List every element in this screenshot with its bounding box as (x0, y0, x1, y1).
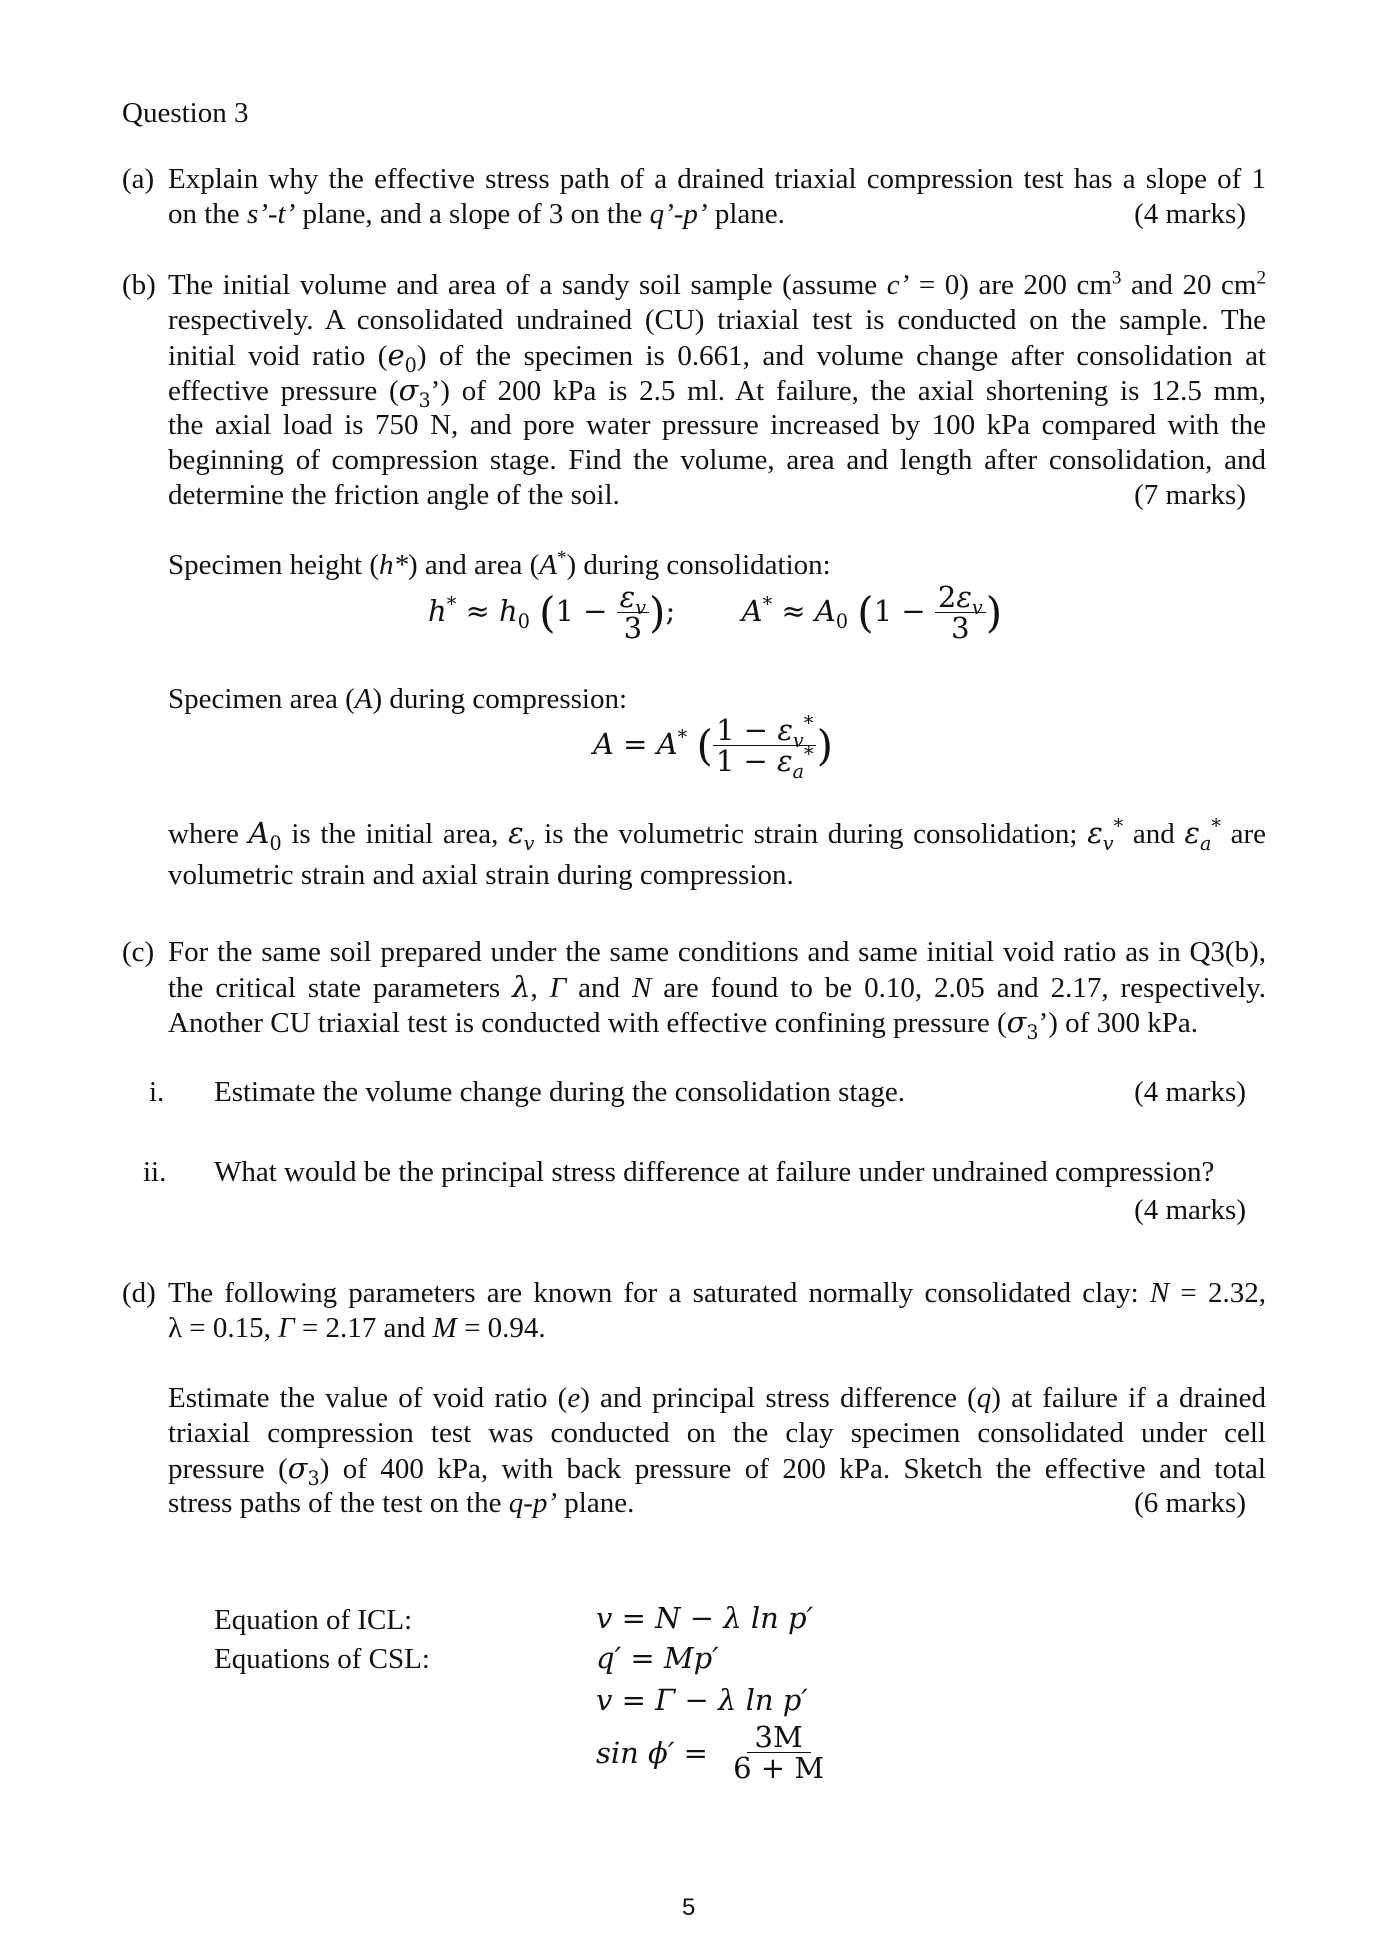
lambda-symbol: λ (512, 970, 531, 1004)
part-b-line-2: respectively. A consolidated undrained (CU) triaxial test is conducted on the sample. The (168, 304, 1266, 336)
d-m-symbol: M (432, 1312, 457, 1344)
part-b-line-5: the axial load is 750 N, and pore water pressure increased by 100 kPa compared with the (168, 409, 1266, 441)
part-b-line-4-post: ’) of 200 kPa is 2.5 ml. At failure, the axial shortening is 12.5 mm, (430, 375, 1266, 407)
part-c-line-2 (168, 970, 1266, 1006)
gamma-symbol: Γ (549, 972, 567, 1004)
part-a-marks: (4 marks) (1134, 198, 1246, 230)
part-a-line-2-pre: on the (168, 198, 247, 230)
compression-heading-pre: Specimen area ( (168, 683, 355, 715)
cohesion-symbol: c’ (886, 269, 910, 301)
d-q-symbol: q (976, 1382, 992, 1414)
part-b-line-4-pre: effective pressure ( (168, 375, 399, 407)
sigma-c-symbol: σ (1006, 1005, 1027, 1039)
sub-ii-marks: (4 marks) (1134, 1194, 1246, 1226)
part-c-line-2-post: are found to be 0.10, 2.05 and 2.17, respectively. (651, 972, 1267, 1004)
where-mid-2: is the volumetric strain during consolidation; (534, 818, 1088, 850)
eq-csl-1: q′ = Mp′ (596, 1641, 719, 1675)
part-d-marks: (6 marks) (1134, 1487, 1246, 1519)
part-d-para-line-1 (168, 1381, 1266, 1416)
vol-strain-symbol: ε (508, 816, 524, 850)
vol-strain-subscript: v (523, 831, 535, 855)
sub-ii-label: ii. (143, 1156, 167, 1188)
consolidation-equations (428, 582, 1002, 644)
part-b-line-3-post: ) of the specimen is 0.661, and volume change after consolidation at (416, 340, 1267, 372)
part-d-line-2-mid: = 2.17 and (294, 1312, 433, 1344)
where-line-2: volumetric strain and axial strain during compression. (168, 859, 794, 891)
cm3-exponent: 3 (1111, 267, 1122, 289)
part-c-line-3 (168, 1005, 1199, 1044)
d-n-symbol: N (1149, 1277, 1170, 1309)
part-c-comma: , (530, 972, 550, 1004)
consolidation-heading-pre: Specimen height ( (168, 549, 380, 581)
st-plane-label: s’-t’ (246, 198, 296, 230)
part-d-label: (d) (122, 1277, 156, 1309)
para-1-mid: ) and principal stress difference ( (580, 1382, 977, 1414)
sigma-c-subscript: 3 (1026, 1020, 1039, 1044)
cm2-exponent: 2 (1256, 267, 1266, 289)
part-d-line-1 (168, 1276, 1266, 1311)
part-b-marks: (7 marks) (1134, 479, 1246, 511)
part-b-line-1-and: and 20 cm (1121, 269, 1257, 301)
part-a-line-2-post: plane. (707, 198, 785, 230)
consolidation-heading-post: ) during consolidation: (566, 549, 831, 581)
height-symbol: h* (379, 549, 409, 581)
void-ratio-subscript: 0 (404, 353, 417, 377)
sigma-symbol: σ (398, 373, 419, 407)
vol-strain-compression-symbol: $\varepsilon_v^*$ (1087, 814, 1124, 855)
qp-plane-label: q’-p’ (649, 198, 708, 230)
part-b-line-4 (168, 373, 1266, 412)
eq-area-compression: A = A* ( $\frac{1 - \varepsilon_v^*}{1 - \varepsilon_a^*}$ ) (593, 711, 833, 784)
d-sigma-subscript: 3 (307, 1466, 320, 1490)
part-b-line-3 (168, 338, 1267, 377)
where-and: and (1123, 818, 1185, 850)
csl-label: Equations of CSL: (214, 1643, 430, 1675)
eq-friction-angle (596, 1722, 832, 1784)
eq-sin-denominator: 6 + M (733, 1751, 825, 1786)
eq-icl: v = N − λ ln p′ (596, 1601, 814, 1635)
para-4-post: plane. (557, 1487, 635, 1519)
para-1-pre: Estimate the value of void ratio ( (168, 1382, 568, 1414)
part-b-line-7: determine the friction angle of the soil. (168, 479, 620, 511)
d-sigma-symbol: σ (287, 1451, 308, 1485)
part-b-line-1-mid: = 0) are 200 cm (909, 269, 1112, 301)
part-a-line-1: Explain why the effective stress path of a drained triaxial compression test has a slope of 1 (168, 163, 1266, 195)
d-qp-plane: q-p’ (508, 1487, 558, 1519)
para-3-post: ) of 400 kPa, with back pressure of 200 kPa. Sketch the effective and total (319, 1453, 1266, 1485)
sub-i-text: Estimate the volume change during the consolidation stage. (214, 1076, 905, 1108)
where-line-1 (168, 814, 1267, 855)
part-b-line-6: beginning of compression stage. Find the volume, area and length after consolidation, and (168, 444, 1266, 476)
para-1-post: ) at failure if a drained (991, 1382, 1267, 1414)
void-ratio-symbol: e (387, 338, 405, 372)
part-c-line-1: For the same soil prepared under the same conditions and same initial void ratio as in Q3(b), (168, 936, 1266, 968)
where-mid: is the initial area, (281, 818, 509, 850)
eq-area-consolidation: $A^* \approx A_0$ (1 − $\frac{2\varepsilon_v}{3}$ ) (741, 580, 1003, 646)
para-4-pre: stress paths of the test on the (168, 1487, 509, 1519)
compression-heading (168, 682, 627, 717)
part-c-line-2-pre: the critical state parameters (168, 972, 513, 1004)
para-3-pre: pressure ( (168, 1453, 288, 1485)
d-lambda: λ = 0.15, (168, 1312, 279, 1344)
part-a-label: (a) (122, 163, 155, 195)
part-b-label: (b) (122, 269, 156, 301)
part-d-line-1-pre: The following parameters are known for a saturated normally consolidated clay: (168, 1277, 1150, 1309)
part-d-para-line-2: triaxial compression test was conducted on the clay specimen consolidated under cell (168, 1417, 1266, 1449)
part-d-line-2 (168, 1311, 546, 1346)
eq-sin-numerator: 3M (747, 1722, 811, 1753)
d-gamma-symbol: Γ (278, 1312, 295, 1344)
part-c-line-3-post: ’) of 300 kPa. (1038, 1007, 1199, 1039)
compression-area-symbol: A (354, 683, 373, 715)
compression-heading-post: ) during compression: (372, 683, 628, 715)
sub-ii-text: What would be the principal stress difference at failure under undrained compression? (214, 1156, 1215, 1188)
initial-area-subscript: 0 (269, 831, 282, 855)
consolidation-heading-mid: ) and area ( (408, 549, 540, 581)
eq-height: $h^* \approx h_0$ (1 − $\frac{\varepsilon_v}{3}$ ); (428, 580, 676, 646)
part-a-line-2-mid: plane, and a slope of 3 on the (295, 198, 650, 230)
eq-sin-fraction (725, 1722, 832, 1784)
axial-strain-symbol: $\varepsilon_a^*$ (1184, 814, 1221, 855)
part-c-line-3-pre: Another CU triaxial test is conducted with effective confining pressure ( (168, 1007, 1007, 1039)
d-void-ratio-symbol: e (567, 1382, 581, 1414)
part-c-label: (c) (122, 936, 155, 968)
sub-i-marks: (4 marks) (1134, 1076, 1246, 1108)
area-star: * (556, 547, 567, 569)
initial-area-symbol: A (248, 816, 270, 850)
part-d-line-1-post: = 2.32, (1169, 1277, 1267, 1309)
part-b-line-3-pre: initial void ratio ( (168, 340, 388, 372)
part-d-para-line-3 (168, 1451, 1266, 1490)
part-d-para-line-4 (168, 1486, 634, 1521)
part-c-and: and (566, 972, 632, 1004)
page-number: 5 (682, 1894, 696, 1921)
part-b-line-1-pre: The initial volume and area of a sandy soil sample (assume (168, 269, 887, 301)
consolidation-heading (168, 548, 831, 583)
n-symbol: N (632, 972, 652, 1004)
part-b-line-1 (168, 268, 1266, 303)
question-title: Question 3 (122, 97, 249, 129)
area-symbol: A (539, 549, 557, 581)
eq-csl-2: v = Γ − λ ln p′ (596, 1683, 808, 1717)
where-pre: where (168, 818, 249, 850)
sigma-subscript: 3 (418, 388, 431, 412)
part-a-line-2 (168, 197, 785, 232)
eq-sin-lhs: sin ϕ′ = (596, 1735, 708, 1770)
where-are: are (1220, 818, 1267, 850)
sub-i-label: i. (149, 1076, 165, 1108)
icl-label: Equation of ICL: (214, 1604, 413, 1636)
part-d-line-2-post: = 0.94. (456, 1312, 546, 1344)
